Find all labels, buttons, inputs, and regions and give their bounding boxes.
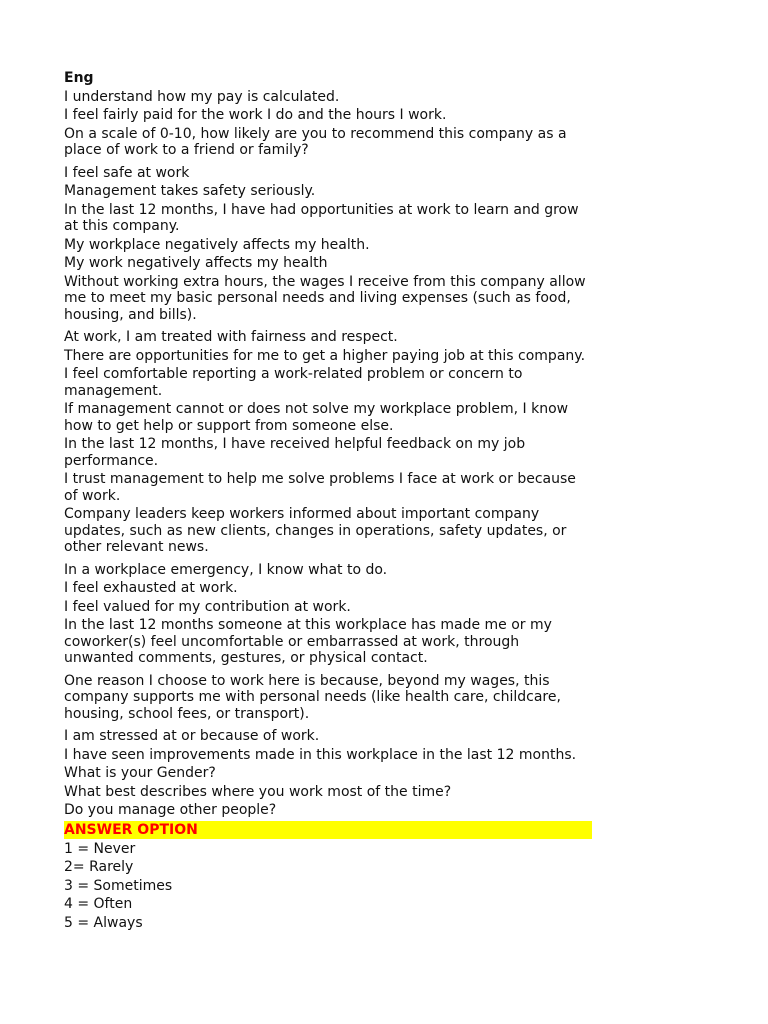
- question-item: What best describes where you work most of the time?: [64, 783, 452, 800]
- answer-option: 1 = Never: [64, 840, 136, 857]
- answer-option: 4 = Often: [64, 896, 133, 912]
- question-item: What is your Gender?: [64, 765, 216, 781]
- question-item: In the last 12 months, I have received helpful feedback on my job performance.: [64, 436, 526, 469]
- answer-option: 5 = Always: [64, 914, 143, 931]
- question-item: Company leaders keep workers informed about important company updates, such as new clients, changes in operations, safety updates, or other relevant news.: [64, 506, 567, 555]
- answer-option-header: ANSWER OPTION: [64, 821, 592, 839]
- question-item: In the last 12 months someone at this workplace has made me or my coworker(s) feel uncomfortable or embarrassed at work, through unwanted comments, gestures, or physical contact.: [64, 617, 552, 666]
- question-item: In the last 12 months, I have had opportunities at work to learn and grow at this company.: [64, 201, 579, 234]
- section-heading: Eng: [64, 70, 94, 86]
- answer-option-list: [64, 840, 592, 933]
- question-item: Without working extra hours, the wages I receive from this company allow me to meet my basic personal needs and living expenses (such as food, housing, and bills).: [64, 273, 586, 323]
- question-item: On a scale of 0-10, how likely are you to recommend this company as a place of work to a friend or family?: [64, 125, 567, 158]
- question-item: My work negatively affects my health: [64, 255, 328, 271]
- question-item: One reason I choose to work here is because, beyond my wages, this company supports me with personal needs (like health care, childcare, housing, school fees, or transport).: [64, 672, 561, 722]
- question-item: There are opportunities for me to get a higher paying job at this company.: [64, 347, 586, 364]
- question-item: I trust management to help me solve problems I face at work or because of work.: [64, 471, 576, 504]
- question-item: I feel valued for my contribution at work.: [64, 598, 351, 615]
- question-item: I have seen improvements made in this workplace in the last 12 months.: [64, 746, 577, 763]
- question-item: In a workplace emergency, I know what to do.: [64, 561, 388, 578]
- question-item: Management takes safety seriously.: [64, 183, 316, 199]
- question-item: I understand how my pay is calculated.: [64, 88, 340, 105]
- question-item: I feel exhausted at work.: [64, 580, 238, 596]
- question-item: At work, I am treated with fairness and respect.: [64, 329, 398, 345]
- question-item: I am stressed at or because of work.: [64, 728, 320, 744]
- question-item: If management cannot or does not solve my workplace problem, I know how to get help or support from someone else.: [64, 401, 569, 434]
- question-list: [64, 89, 592, 819]
- question-item: I feel comfortable reporting a work-related problem or concern to management.: [64, 366, 523, 399]
- question-item: I feel fairly paid for the work I do and the hours I work.: [64, 107, 447, 123]
- question-item: My workplace negatively affects my health.: [64, 236, 370, 253]
- answer-option: 2= Rarely: [64, 859, 134, 875]
- survey-document: [64, 70, 592, 932]
- question-item: Do you manage other people?: [64, 802, 277, 818]
- question-item: I feel safe at work: [64, 164, 190, 181]
- answer-option: 3 = Sometimes: [64, 877, 173, 894]
